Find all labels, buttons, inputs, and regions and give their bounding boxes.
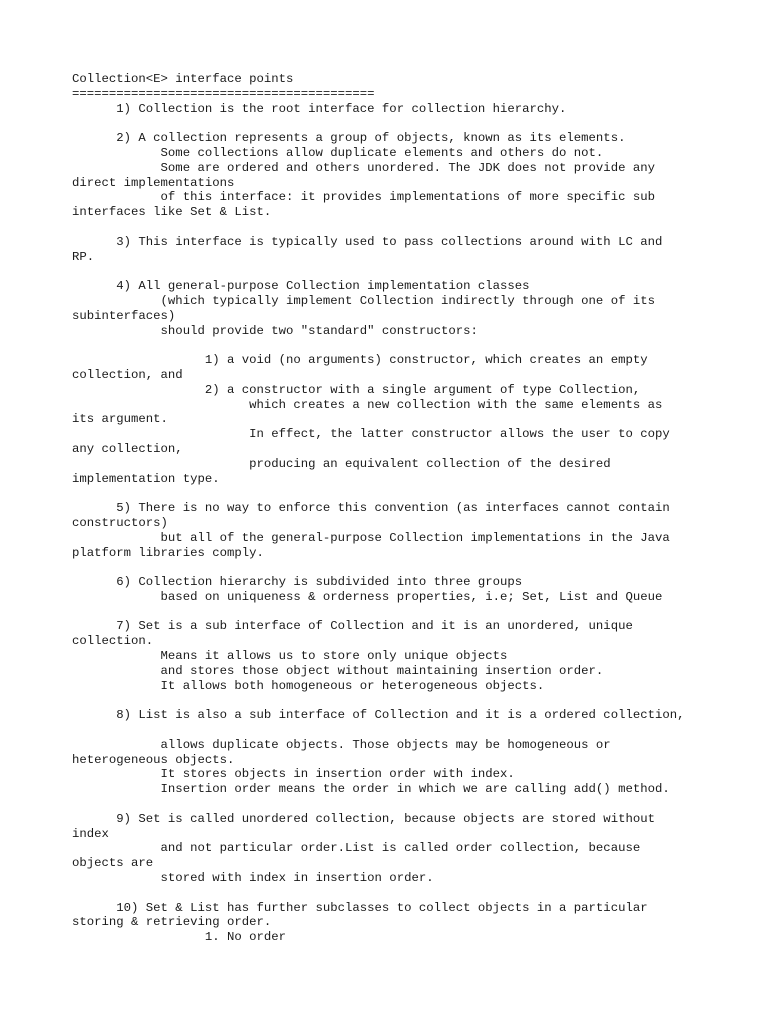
blank-line <box>72 338 712 353</box>
text-line: of this interface: it provides implementations of more specific sub <box>72 190 655 205</box>
text-line: collection. <box>72 634 154 649</box>
text-line: 6) Collection hierarchy is subdivided into three groups <box>72 575 523 590</box>
blank-line <box>72 116 712 131</box>
text-line: producing an equivalent collection of the desired <box>72 456 611 471</box>
blank-line <box>72 264 712 279</box>
text-line: 7) Set is a sub interface of Collection and it is an unordered, unique <box>72 619 633 634</box>
text-line: interfaces like Set & List. <box>72 205 272 220</box>
text-line: based on uniqueness & orderness properties, i.e; Set, List and Queue <box>72 589 663 604</box>
text-line: 4) All general-purpose Collection implementation classes <box>72 279 530 294</box>
blank-line <box>72 693 712 708</box>
text-line: objects are <box>72 856 154 871</box>
text-line: 1) a void (no arguments) constructor, which creates an empty <box>72 353 648 368</box>
blank-line <box>72 886 712 901</box>
blank-line <box>72 220 712 235</box>
text-line: allows duplicate objects. Those objects may be homogeneous or <box>72 737 611 752</box>
blank-line <box>72 723 712 738</box>
blank-line <box>72 797 712 812</box>
text-line: storing & retrieving order. <box>72 915 272 930</box>
text-line: In effect, the latter constructor allows the user to copy <box>72 427 670 442</box>
text-line: platform libraries comply. <box>72 545 264 560</box>
text-line: Means it allows us to store only unique objects <box>72 649 508 664</box>
text-line: (which typically implement Collection indirectly through one of its <box>72 293 655 308</box>
blank-line <box>72 486 712 501</box>
text-line: 1) Collection is the root interface for collection hierarchy. <box>72 101 567 116</box>
text-line: 9) Set is called unordered collection, because objects are stored without <box>72 811 655 826</box>
document-title: Collection<E> interface points <box>72 72 294 86</box>
text-line: It stores objects in insertion order with index. <box>72 767 515 782</box>
text-line: direct implementations <box>72 175 235 190</box>
blank-line <box>72 605 712 620</box>
text-line: 10) Set & List has further subclasses to collect objects in a particular <box>72 900 648 915</box>
text-line: 2) A collection represents a group of objects, known as its elements. <box>72 131 626 146</box>
blank-line <box>72 560 712 575</box>
text-line: 8) List is also a sub interface of Collection and it is a ordered collection, <box>72 708 685 723</box>
text-line: It allows both homogeneous or heterogeneous objects. <box>72 678 545 693</box>
text-line: and not particular order.List is called order collection, because <box>72 841 641 856</box>
text-line: heterogeneous objects. <box>72 752 235 767</box>
text-line: RP. <box>72 249 95 264</box>
text-line: 1. No order <box>72 930 287 945</box>
text-line: should provide two "standard" constructors: <box>72 323 478 338</box>
text-line: and stores those object without maintaining insertion order. <box>72 663 604 678</box>
text-line: implementation type. <box>72 471 220 486</box>
text-line: subinterfaces) <box>72 308 176 323</box>
text-line: Some are ordered and others unordered. The JDK does not provide any <box>72 160 655 175</box>
text-line: index <box>72 826 109 841</box>
title-underline: ========================================= <box>72 86 375 101</box>
document-page <box>72 72 712 945</box>
text-line: any collection, <box>72 441 183 456</box>
text-line: 5) There is no way to enforce this convention (as interfaces cannot contain <box>72 501 670 516</box>
text-line: collection, and <box>72 367 183 382</box>
text-line: its argument. <box>72 412 168 427</box>
text-line: which creates a new collection with the same elements as <box>72 397 663 412</box>
text-line: 3) This interface is typically used to pass collections around with LC and <box>72 234 663 249</box>
text-line: Some collections allow duplicate elements and others do not. <box>72 145 604 160</box>
text-line: 2) a constructor with a single argument of type Collection, <box>72 382 641 397</box>
text-line: stored with index in insertion order. <box>72 871 434 886</box>
text-line: constructors) <box>72 515 168 530</box>
text-line: but all of the general-purpose Collection implementations in the Java <box>72 530 670 545</box>
text-line: Insertion order means the order in which we are calling add() method. <box>72 782 670 797</box>
